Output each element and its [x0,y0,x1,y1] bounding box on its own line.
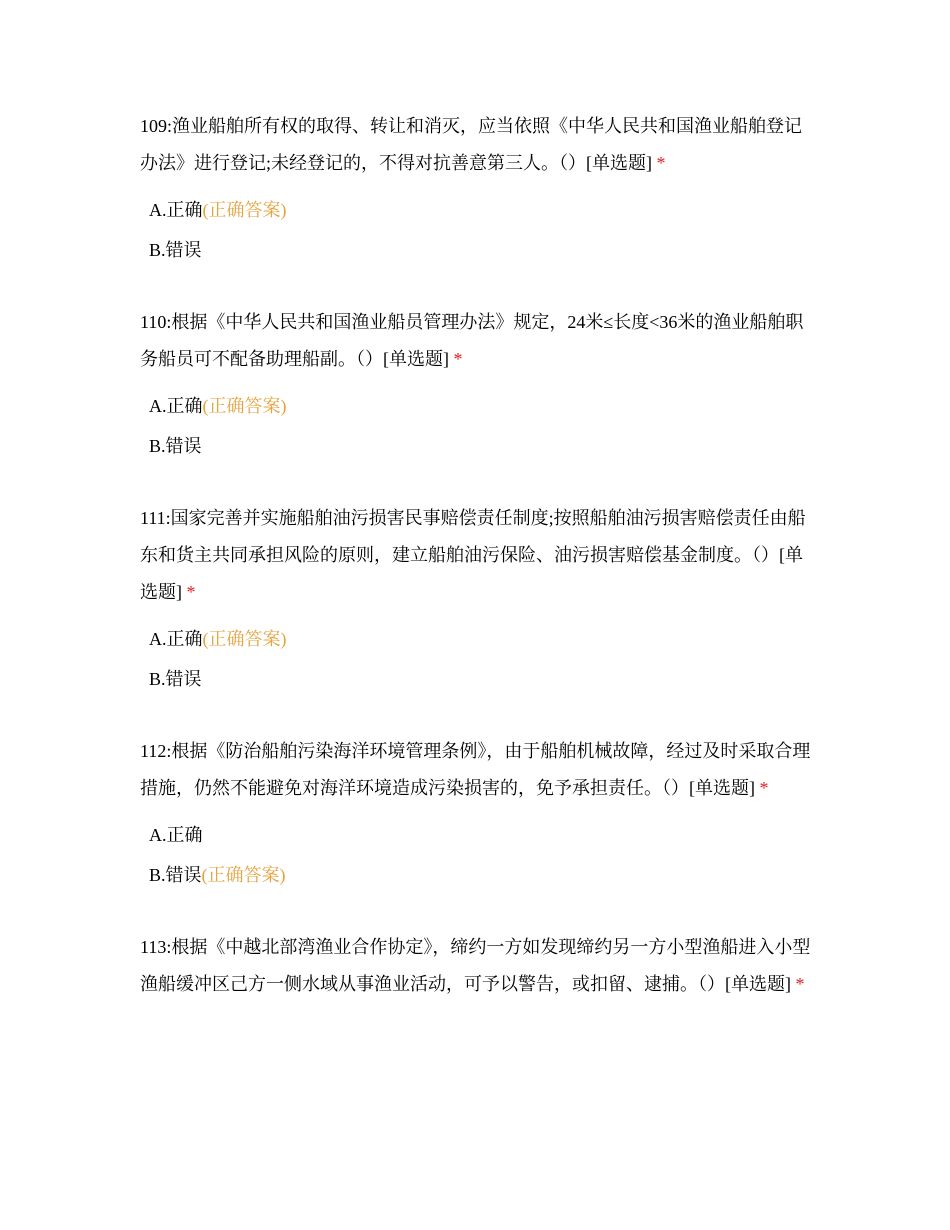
question-111 [140,500,812,699]
option-label: B.错误 [149,669,202,689]
question-text [140,304,812,378]
correct-answer-mark: (正确答案) [202,629,287,649]
required-mark: * [759,778,769,798]
option-b[interactable] [140,426,812,466]
option-a[interactable] [140,815,812,855]
option-list [140,815,812,895]
question-body: 111:国家完善并实施船舶油污损害民事赔偿责任制度;按照船舶油污损害赔偿责任由船东和货主共同承担风险的原则，建立船舶油污保险、油污损害赔偿基金制度。（）[单选题] [140,508,806,602]
option-label: A.正确 [149,825,203,845]
required-mark: * [453,349,463,369]
question-text [140,108,812,182]
question-body: 109:渔业船舶所有权的取得、转让和消灭，应当依照《中华人民共和国渔业船舶登记办法》进行登记;未经登记的，不得对抗善意第三人。（）[单选题] [140,116,802,173]
option-a[interactable] [140,619,812,659]
question-113 [140,929,812,1003]
option-b[interactable] [140,855,812,895]
question-109 [140,108,812,270]
option-b[interactable] [140,230,812,270]
required-mark: * [186,582,196,602]
option-label: B.错误 [149,436,202,456]
question-list [140,108,812,1003]
question-body: 110:根据《中华人民共和国渔业船员管理办法》规定，24米≤长度<36米的渔业船舶职务船员可不配备助理船副。（）[单选题] [140,312,804,369]
required-mark: * [656,153,666,173]
correct-answer-mark: (正确答案) [202,396,287,416]
question-text [140,929,812,1003]
question-110 [140,304,812,466]
question-body: 112:根据《防治船舶污染海洋环境管理条例》，由于船舶机械故障，经过及时采取合理措施，仍然不能避免对海洋环境造成污染损害的，免予承担责任。（）[单选题] [140,741,811,798]
correct-answer-mark: (正确答案) [201,865,286,885]
option-label: B.错误 [149,240,202,260]
question-112 [140,733,812,895]
question-text [140,500,812,611]
option-a[interactable] [140,190,812,230]
option-label: B.错误 [149,865,202,885]
option-b[interactable] [140,659,812,699]
question-body: 113:根据《中越北部湾渔业合作协定》，缔约一方如发现缔约另一方小型渔船进入小型渔船缓冲区己方一侧水域从事渔业活动，可予以警告，或扣留、逮捕。（）[单选题] [140,937,811,994]
option-label: A.正确 [149,396,203,416]
required-mark: * [795,974,805,994]
option-list [140,190,812,270]
question-text [140,733,812,807]
option-a[interactable] [140,386,812,426]
option-list [140,386,812,466]
correct-answer-mark: (正确答案) [202,200,287,220]
option-list [140,619,812,699]
option-label: A.正确 [149,200,203,220]
option-label: A.正确 [149,629,203,649]
